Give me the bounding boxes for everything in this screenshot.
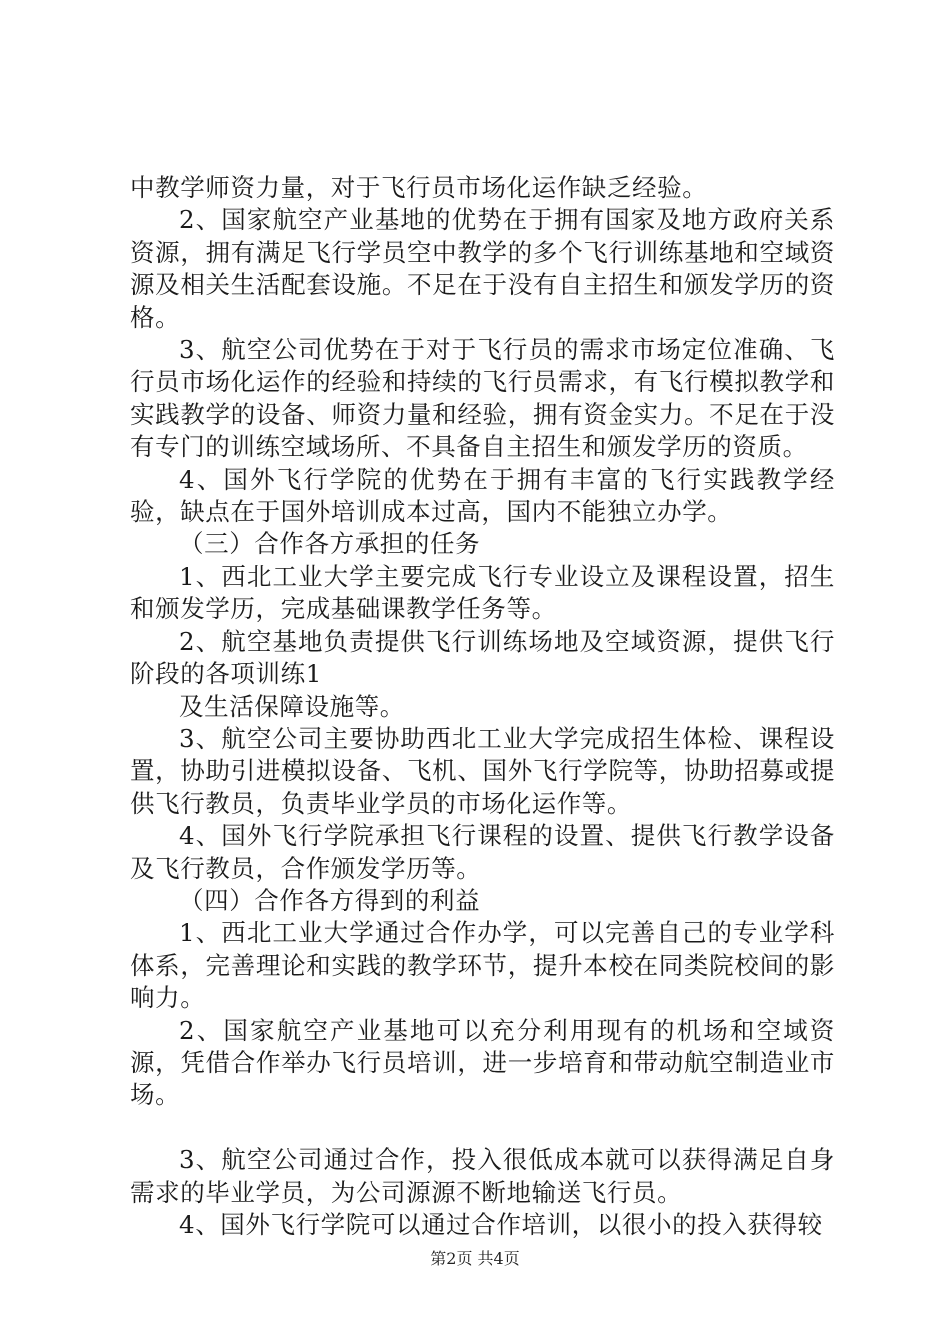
paragraph-benefit-university: 1、西北工业大学通过合作办学，可以完善自己的专业学科体系，完善理论和实践的教学环节，提升本校在同类院校间的影响力。: [130, 918, 835, 1013]
paragraph-benefit-foreign-school: 4、国外飞行学院可以通过合作培训，以很小的投入获得较: [179, 1209, 823, 1239]
paragraph-benefit-airline: 3、航空公司通过合作，投入很低成本就可以获得满足自身需求的毕业学员，为公司源源不断地输送飞行员。: [130, 1145, 835, 1207]
paragraph-advantage-foreign-school: 4、国外飞行学院的优势在于拥有丰富的飞行实践教学经验，缺点在于国外培训成本过高，国内不能独立办学。: [130, 464, 835, 527]
section-heading-benefits: （四）合作各方得到的利益: [179, 885, 481, 915]
paragraph-continuation: 中教学师资力量，对于飞行员市场化运作缺乏经验。: [130, 173, 708, 202]
paragraph-task-aviation-base: 2、航空基地负责提供飞行训练场地及空域资源，提供飞行阶段的各项训练1: [130, 626, 835, 689]
paragraph-task-foreign-school: 4、国外飞行学院承担飞行课程的设置、提供飞行教学设备及飞行教员，合作颁发学历等。: [130, 821, 835, 883]
paragraph-advantage-aviation-base: 2、国家航空产业基地的优势在于拥有国家及地方政府关系资源，拥有满足飞行学员空中教学的多个飞行训练基地和空域资源及相关生活配套设施。不足在于没有自主招生和颁发学历的资格。: [130, 205, 835, 332]
page-number-footer: 第2页 共4页: [430, 1249, 520, 1268]
paragraph-task-university: 1、西北工业大学主要完成飞行专业设立及课程设置，招生和颁发学历，完成基础课教学任务等。: [130, 561, 835, 624]
document-body: [130, 172, 835, 1241]
paragraph-benefit-aviation-base: 2、国家航空产业基地可以充分利用现有的机场和空域资源，凭借合作举办飞行员培训，进一步培育和带动航空制造业市场。: [130, 1015, 835, 1110]
section-heading-tasks: （三）合作各方承担的任务: [179, 529, 481, 559]
paragraph-task-aviation-base-cont: 及生活保障设施等。: [179, 691, 405, 721]
paragraph-advantage-airline: 3、航空公司优势在于对于飞行员的需求市场定位准确、飞行员市场化运作的经验和持续的飞行员需求，有飞行模拟教学和实践教学的设备、师资力量和经验，拥有资金实力。不足在于没有专门的训练空域场所、不具备自主招生和颁发学历的资质。: [130, 335, 835, 462]
paragraph-task-airline: 3、航空公司主要协助西北工业大学完成招生体检、课程设置，协助引进模拟设备、飞机、国外飞行学院等，协助招募或提供飞行教员，负责毕业学员的市场化运作等。: [130, 723, 835, 818]
blank-line: [130, 1112, 835, 1144]
